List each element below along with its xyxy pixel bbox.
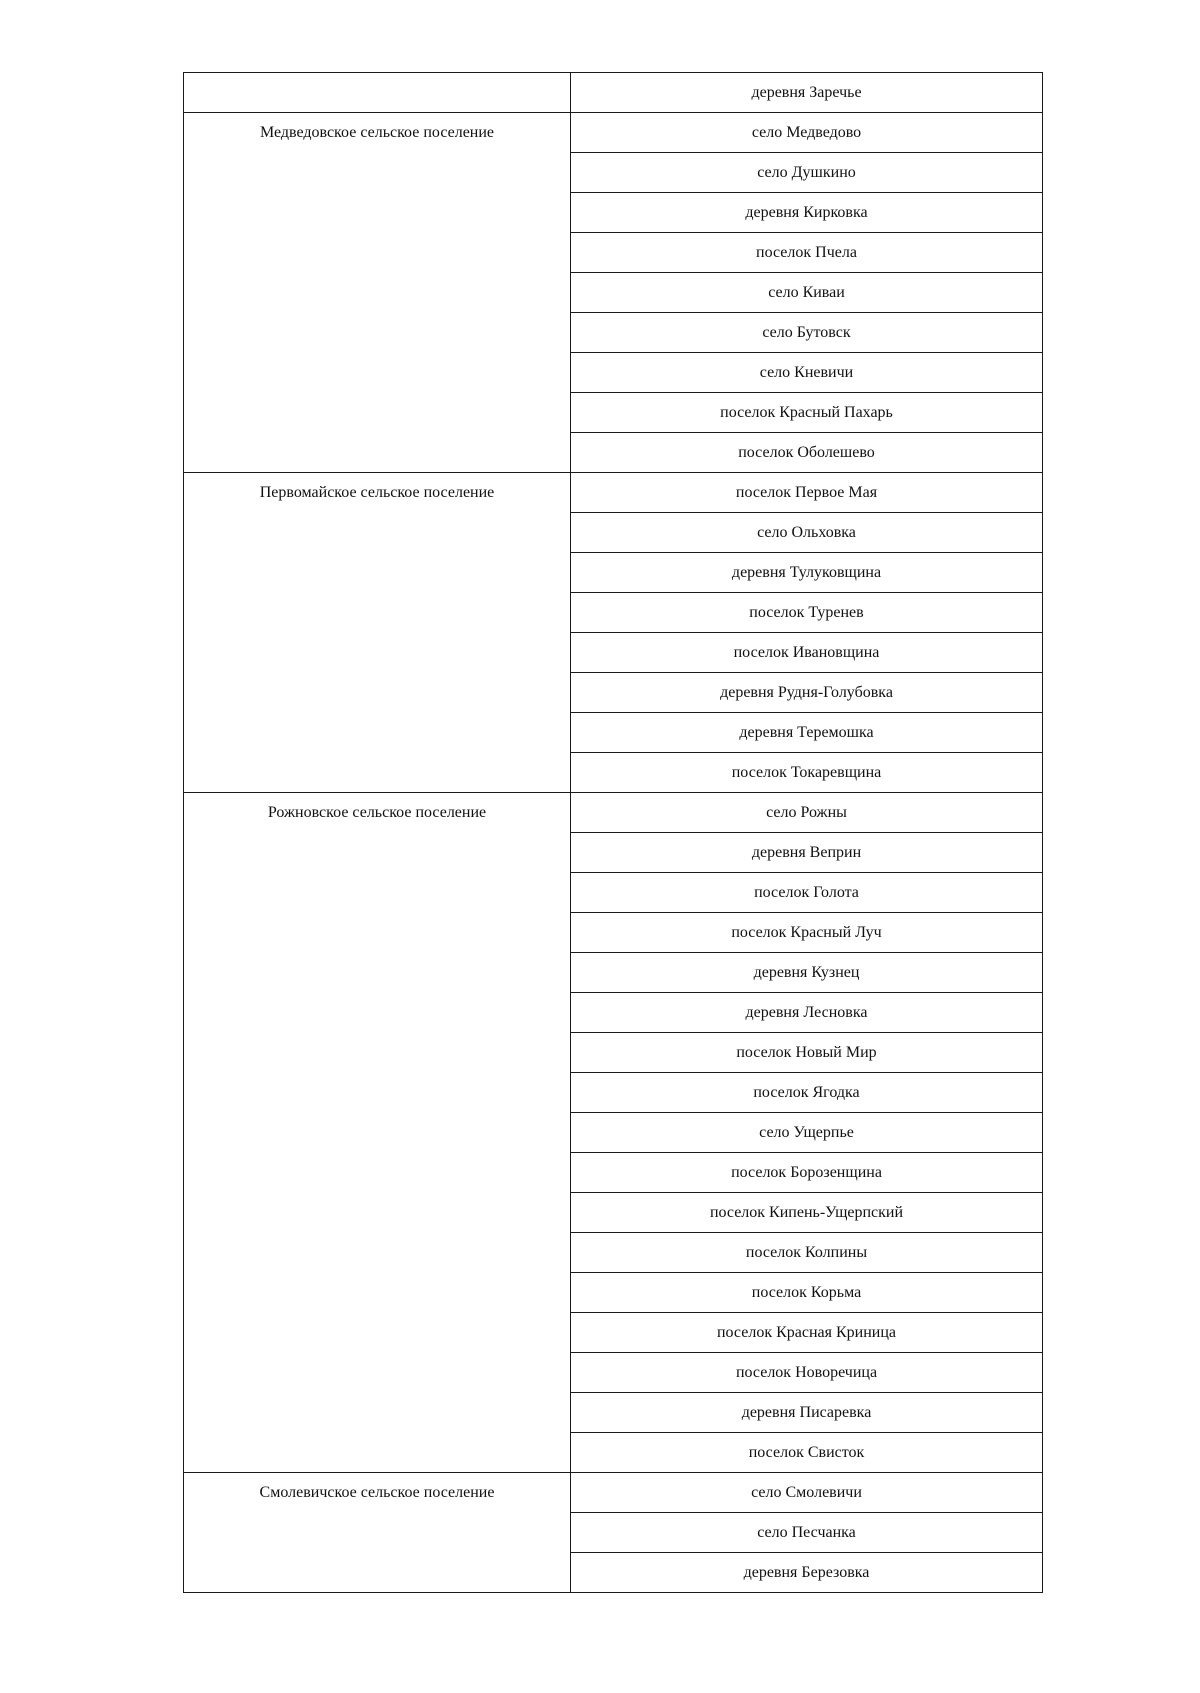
- municipality-cell: [184, 473, 571, 793]
- locality-cell: деревня Веприн: [571, 833, 1043, 873]
- locality-cell: поселок Ягодка: [571, 1073, 1043, 1113]
- locality-cell: деревня Кирковка: [571, 193, 1043, 233]
- locality-cell: село Медведово: [571, 113, 1043, 153]
- municipality-cell: [184, 113, 571, 473]
- table-row: [184, 473, 1043, 513]
- locality-cell: деревня Тулуковщина: [571, 553, 1043, 593]
- locality-cell: село Кневичи: [571, 353, 1043, 393]
- locality-cell: село Бутовск: [571, 313, 1043, 353]
- locality-cell: деревня Заречье: [571, 73, 1043, 113]
- locality-cell: деревня Лесновка: [571, 993, 1043, 1033]
- locality-cell: поселок Голота: [571, 873, 1043, 913]
- locality-cell: поселок Токаревщина: [571, 753, 1043, 793]
- locality-cell: поселок Борозенщина: [571, 1153, 1043, 1193]
- locality-cell: поселок Красный Луч: [571, 913, 1043, 953]
- locality-cell: поселок Свисток: [571, 1433, 1043, 1473]
- locality-cell: село Рожны: [571, 793, 1043, 833]
- municipality-cell: [184, 793, 571, 1473]
- locality-cell: поселок Туренев: [571, 593, 1043, 633]
- locality-cell: поселок Красный Пахарь: [571, 393, 1043, 433]
- locality-cell: деревня Березовка: [571, 1553, 1043, 1593]
- locality-cell: поселок Новоречица: [571, 1353, 1043, 1393]
- table-row: [184, 113, 1043, 153]
- locality-cell: поселок Колпины: [571, 1233, 1043, 1273]
- locality-cell: село Ущерпье: [571, 1113, 1043, 1153]
- settlements-table: [183, 72, 1043, 1593]
- locality-cell: деревня Писаревка: [571, 1393, 1043, 1433]
- locality-cell: село Песчанка: [571, 1513, 1043, 1553]
- locality-cell: поселок Оболешево: [571, 433, 1043, 473]
- locality-cell: деревня Рудня-Голубовка: [571, 673, 1043, 713]
- locality-cell: поселок Пчела: [571, 233, 1043, 273]
- table-row: [184, 73, 1043, 113]
- municipality-cell: [184, 1473, 571, 1593]
- municipality-name: Рожновское сельское поселение: [267, 804, 487, 821]
- table-row: [184, 793, 1043, 833]
- table-row: [184, 1473, 1043, 1513]
- locality-cell: село Душкино: [571, 153, 1043, 193]
- locality-cell: поселок Первое Мая: [571, 473, 1043, 513]
- locality-cell: поселок Кипень-Ущерпский: [571, 1193, 1043, 1233]
- locality-cell: деревня Кузнец: [571, 953, 1043, 993]
- settlements-table-body: [184, 73, 1043, 1593]
- municipality-name: Первомайское сельское поселение: [259, 484, 495, 501]
- locality-cell: деревня Теремошка: [571, 713, 1043, 753]
- locality-cell: село Ольховка: [571, 513, 1043, 553]
- municipality-cell: [184, 73, 571, 113]
- locality-cell: село Киваи: [571, 273, 1043, 313]
- municipality-name: Смолевичское сельское поселение: [259, 1484, 495, 1501]
- locality-cell: поселок Новый Мир: [571, 1033, 1043, 1073]
- locality-cell: поселок Красная Криница: [571, 1313, 1043, 1353]
- municipality-name: Медведовское сельское поселение: [259, 124, 495, 141]
- locality-cell: поселок Корьма: [571, 1273, 1043, 1313]
- locality-cell: поселок Ивановщина: [571, 633, 1043, 673]
- locality-cell: село Смолевичи: [571, 1473, 1043, 1513]
